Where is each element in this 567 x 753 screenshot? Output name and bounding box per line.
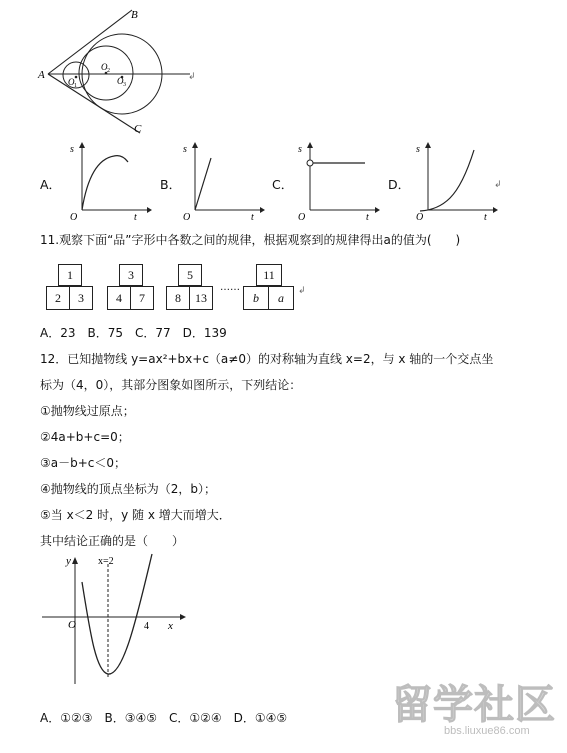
- fig2-top: 3: [119, 264, 143, 286]
- q12-conclusion-2: ②4a+b+c=0；: [40, 430, 130, 444]
- origin-label: O: [70, 212, 78, 222]
- axis-s-label: s: [298, 144, 302, 155]
- ellipsis: ……: [220, 282, 240, 293]
- graph-b[interactable]: [175, 140, 265, 222]
- watermark-text: 留学社区: [392, 682, 556, 728]
- fig2-left: 4: [107, 286, 131, 310]
- option-c-label: C．: [272, 177, 294, 192]
- point-a-label: A: [38, 69, 45, 81]
- fig4-right: a: [268, 286, 294, 310]
- axis-t-label: t: [251, 212, 254, 222]
- q12-options[interactable]: A．①②③ B．③④⑤ C．①②④ D．①④⑤: [40, 711, 288, 725]
- graph-c[interactable]: [290, 140, 382, 222]
- q12-conclusion-1: ①抛物线过原点；: [40, 404, 135, 418]
- o2-label: O: [101, 62, 108, 72]
- o2-sub: 2: [107, 68, 110, 74]
- axis-x-label: x: [168, 620, 173, 632]
- option-b-label: B．: [160, 177, 182, 192]
- axis-of-symmetry-label: x=2: [98, 556, 114, 567]
- o3-sub: 3: [123, 82, 126, 88]
- graph-d[interactable]: [408, 140, 500, 222]
- watermark-url: bbs.liuxue86.com: [444, 725, 530, 737]
- origin-label: O: [298, 212, 306, 222]
- fig1-left: 2: [46, 286, 70, 310]
- fig3-left: 8: [166, 286, 190, 310]
- o1-label: O: [68, 77, 75, 87]
- intercept-label: 4: [144, 621, 149, 632]
- q11-options[interactable]: A．23 B．75 C．77 D．139: [40, 326, 227, 340]
- point-b-label: B: [131, 9, 138, 21]
- origin-label: O: [183, 212, 191, 222]
- q12-conclusion-5: ⑤当 x＜2 时，y 随 x 增大而增大．: [40, 508, 231, 522]
- return-mark: ↲: [494, 180, 502, 190]
- option-a-label: A．: [40, 177, 62, 192]
- q11-stem: 11.观察下面“品”字形中各数之间的规律，根据观察到的规律得出a的值为( ): [40, 233, 461, 247]
- fig3-right: 13: [189, 286, 213, 310]
- fig1-top: 1: [58, 264, 82, 286]
- fig1-right: 3: [69, 286, 93, 310]
- q10-options: [0, 140, 567, 225]
- return-mark: ↲: [188, 72, 196, 82]
- q11-figures: [40, 262, 340, 312]
- point-c-label: C: [134, 123, 142, 135]
- axis-s-label: s: [416, 144, 420, 155]
- o1-sub: 1: [74, 83, 77, 89]
- q12-stem-line2: 标为（4，0），其部分图象如图所示，下列结论：: [40, 378, 302, 392]
- origin-label: O: [416, 212, 424, 222]
- parabola-graph: [40, 552, 200, 692]
- q12-question: 其中结论正确的是（ ）: [40, 534, 185, 548]
- fig2-right: 7: [130, 286, 154, 310]
- tangent-circles-figure: [30, 5, 200, 140]
- origin-label: O: [68, 619, 76, 631]
- axis-s-label: s: [183, 144, 187, 155]
- return-mark: ↲: [298, 286, 306, 296]
- q12-stem-line1: 12．已知抛物线 y=ax²+bx+c（a≠0）的对称轴为直线 x=2，与 x 轴的一个交点坐: [40, 352, 494, 366]
- axis-t-label: t: [366, 212, 369, 222]
- graph-a[interactable]: [62, 140, 152, 222]
- axis-t-label: t: [484, 212, 487, 222]
- axis-t-label: t: [134, 212, 137, 222]
- axis-y-label: y: [66, 555, 71, 567]
- q12-conclusion-3: ③a－b+c＜0；: [40, 456, 127, 470]
- fig4-top: 11: [256, 264, 282, 286]
- watermark: [392, 683, 562, 743]
- fig3-top: 5: [178, 264, 202, 286]
- q12-conclusion-4: ④抛物线的顶点坐标为（2，b）；: [40, 482, 217, 496]
- fig4-left: b: [243, 286, 269, 310]
- o3-label: O: [117, 76, 124, 86]
- option-d-label: D．: [388, 177, 411, 192]
- axis-s-label: s: [70, 144, 74, 155]
